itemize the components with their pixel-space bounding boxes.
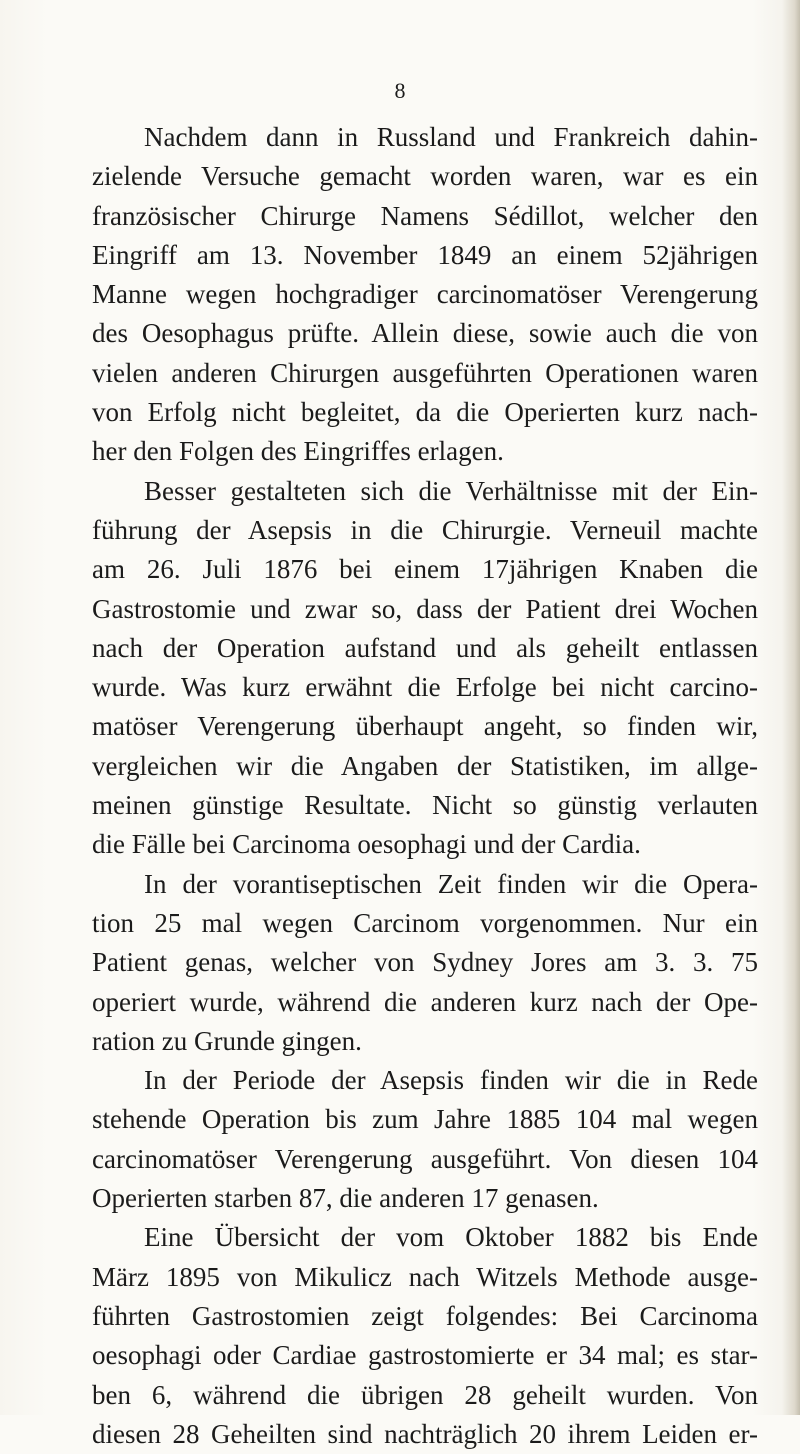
text-line: von Erfolg nicht begleitet, da die Operierten kurz nach-	[92, 397, 758, 428]
text-line: In der vorantiseptischen Zeit finden wir die Opera-	[144, 868, 758, 899]
text-line: operiert wurde, während die anderen kurz nach der Ope-	[92, 986, 758, 1017]
text-line: tion 25 mal wegen Carcinom vorgenommen. Nur ein	[92, 907, 758, 938]
page-edge-shadow	[782, 0, 800, 1415]
text-line: ben 6, während die übrigen 28 geheilt wurden. Von	[92, 1379, 758, 1410]
text-line: die Fälle bei Carcinoma oesophagi und der Cardia.	[92, 829, 641, 860]
text-line: nach der Operation aufstand und als geheilt entlassen	[92, 632, 758, 663]
text-line: Eingriff am 13. November 1849 an einem 52jährigen	[92, 239, 758, 270]
text-line: meinen günstige Resultate. Nicht so günstig verlauten	[92, 790, 758, 821]
body-text	[92, 118, 758, 1454]
text-line: stehende Operation bis zum Jahre 1885 104 mal wegen	[92, 1104, 758, 1135]
text-line: französischer Chirurge Namens Sédillot, welcher den	[92, 200, 758, 231]
text-line: Besser gestalteten sich die Verhältnisse mit der Ein-	[144, 475, 758, 506]
text-line: matöser Verengerung überhaupt angeht, so finden wir,	[92, 711, 758, 742]
text-line: März 1895 von Mikulicz nach Witzels Methode ausge-	[92, 1261, 758, 1292]
text-line: wurde. Was kurz erwähnt die Erfolge bei nicht carcino-	[92, 672, 758, 703]
text-line: Nachdem dann in Russland und Frankreich dahin-	[144, 122, 758, 152]
text-line: diesen 28 Geheilten sind nachträglich 20 ihrem Leiden er-	[92, 1418, 758, 1449]
text-line: oesophagi oder Cardiae gastrostomierte er 34 mal; es star-	[92, 1340, 758, 1371]
text-line: vielen anderen Chirurgen ausgeführten Operationen waren	[92, 357, 758, 388]
text-line: her den Folgen des Eingriffes erlagen.	[92, 436, 504, 467]
text-line: In der Periode der Asepsis finden wir die in Rede	[144, 1065, 758, 1096]
text-line: Eine Übersicht der vom Oktober 1882 bis Ende	[144, 1222, 758, 1253]
text-line: am 26. Juli 1876 bei einem 17jährigen Knaben die	[92, 554, 758, 585]
text-line: Manne wegen hochgradiger carcinomatöser Verengerung	[92, 279, 758, 310]
text-line: zielende Versuche gemacht worden waren, war es ein	[92, 161, 758, 192]
page-number: 8	[394, 78, 406, 103]
text-line: führung der Asepsis in die Chirurgie. Verneuil machte	[92, 514, 758, 545]
text-line: Gastrostomie und zwar so, dass der Patient drei Wochen	[92, 593, 758, 624]
text-line: führten Gastrostomien zeigt folgendes: Bei Carcinoma	[92, 1300, 758, 1331]
text-line: carcinomatöser Verengerung ausgeführt. Von diesen 104	[92, 1143, 758, 1174]
text-line: ration zu Grunde gingen.	[92, 1025, 362, 1056]
text-line: vergleichen wir die Angaben der Statistiken, im allge-	[92, 750, 758, 781]
text-line: Patient genas, welcher von Sydney Jores am 3. 3. 75	[92, 947, 758, 978]
text-line: Operierten starben 87, die anderen 17 genasen.	[92, 1183, 599, 1214]
text-line: des Oesophagus prüfte. Allein diese, sowie auch die von	[92, 318, 758, 349]
